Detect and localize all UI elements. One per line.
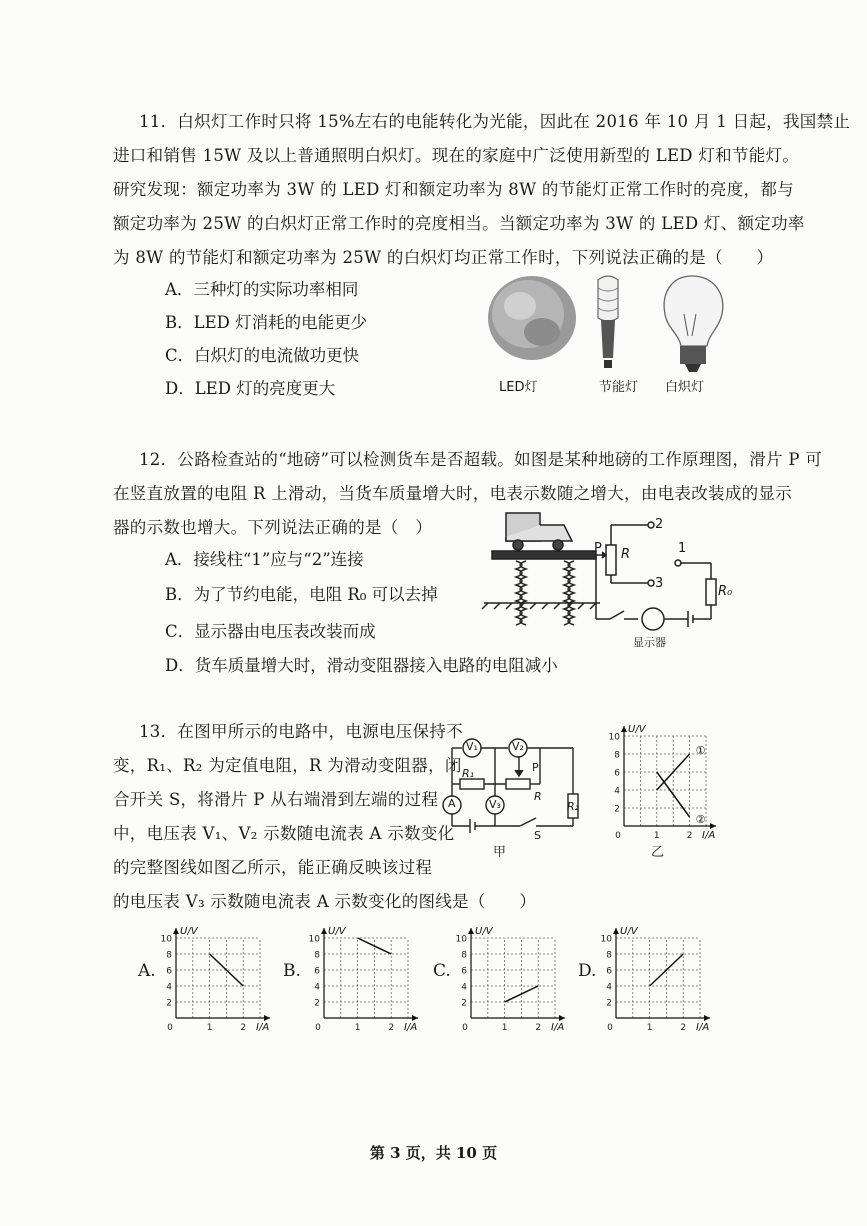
q12-option-c: C．显示器由电压表改装而成 bbox=[165, 622, 376, 641]
voltmeter-v2-label: V₂ bbox=[512, 740, 524, 753]
q11-option-c: C．白炽灯的电流做功更快 bbox=[165, 346, 360, 365]
x-tick-label: 1 bbox=[206, 1023, 213, 1033]
incandescent-lamp-label: 白炽灯 bbox=[665, 380, 705, 395]
x-axis-arrow bbox=[264, 1015, 270, 1021]
y-tick-label: 2 bbox=[614, 804, 620, 815]
y-axis-label: U/V bbox=[180, 926, 198, 937]
x-tick-label: 1 bbox=[354, 1023, 361, 1033]
resistor-r0-label: R₀ bbox=[718, 584, 733, 599]
y-tick-label: 6 bbox=[461, 966, 467, 977]
ammeter-a-label: A bbox=[448, 797, 456, 810]
origin-label: 0 bbox=[167, 1023, 173, 1033]
y-tick-label: 6 bbox=[614, 768, 620, 779]
q11-option-a: A．三种灯的实际功率相同 bbox=[165, 280, 359, 299]
q12-text-line-3: 器的示数也增大。下列说法正确的是（ ） bbox=[113, 518, 433, 537]
q13-option-d-letter: D. bbox=[578, 961, 597, 981]
q11-text-line-1: 11．白炽灯工作时只将 15%左右的电能转化为光能，因此在 2016 年 10 月 1 日起，我国禁止 bbox=[139, 112, 851, 131]
weighbridge-diagram bbox=[478, 505, 738, 651]
led-lamp-label: LED灯 bbox=[499, 380, 538, 395]
y-tick-label: 8 bbox=[606, 950, 612, 961]
origin-label: 0 bbox=[315, 1023, 321, 1033]
x-tick-label: 2 bbox=[535, 1023, 542, 1033]
y-tick-label: 8 bbox=[614, 750, 620, 761]
q13-text-line-2: 变，R₁、R₂ 为定值电阻，R 为滑动变阻器，闭 bbox=[113, 756, 462, 775]
energy-saving-lamp-label: 节能灯 bbox=[599, 380, 639, 395]
y-tick-label: 4 bbox=[166, 982, 172, 993]
energy-saving-lamp-image bbox=[598, 276, 618, 368]
voltmeter-v1-label: V₁ bbox=[466, 740, 478, 753]
x-tick-label: 1 bbox=[501, 1023, 508, 1033]
graph-yi-caption: 乙 bbox=[651, 845, 665, 860]
resistor-r-label-13: R bbox=[534, 790, 542, 803]
display-meter bbox=[642, 608, 664, 630]
q11-text-line-3: 研究发现：额定功率为 3W 的 LED 灯和额定功率为 8W 的节能灯正常工作时的亮度，都与 bbox=[113, 180, 794, 199]
origin-label: 0 bbox=[615, 831, 621, 841]
q11-option-d: D．LED 灯的亮度更大 bbox=[165, 379, 336, 398]
x-axis-label: I/A bbox=[404, 1022, 418, 1033]
y-tick-label: 10 bbox=[600, 934, 612, 945]
y-axis-label: U/V bbox=[628, 724, 646, 735]
terminal-1-label: 1 bbox=[678, 541, 687, 556]
slider-p-label-13: P bbox=[532, 761, 539, 774]
x-axis-arrow bbox=[412, 1015, 418, 1021]
terminal-3-label: 3 bbox=[655, 576, 664, 591]
y-tick-label: 4 bbox=[314, 982, 320, 993]
x-axis-label: I/A bbox=[702, 830, 716, 841]
graph-option-a bbox=[150, 924, 282, 1036]
y-tick-label: 10 bbox=[160, 934, 172, 945]
graph-option-b bbox=[298, 924, 430, 1036]
y-tick-label: 8 bbox=[314, 950, 320, 961]
circuit-jia-caption: 甲 bbox=[493, 845, 507, 860]
resistor-r-label: R bbox=[621, 547, 631, 562]
resistor-r2-label: R₂ bbox=[567, 800, 580, 813]
q11-option-b: B．LED 灯消耗的电能更少 bbox=[165, 313, 368, 332]
y-tick-label: 2 bbox=[314, 998, 320, 1009]
lamps-illustration bbox=[480, 270, 730, 375]
y-axis-arrow bbox=[173, 928, 179, 934]
y-tick-label: 8 bbox=[166, 950, 172, 961]
origin-label: 0 bbox=[607, 1023, 613, 1033]
y-axis-arrow bbox=[468, 928, 474, 934]
graph-option-d bbox=[590, 924, 722, 1036]
terminal-2-label: 2 bbox=[655, 517, 664, 532]
x-tick-label: 2 bbox=[388, 1023, 395, 1033]
y-axis-label: U/V bbox=[620, 926, 638, 937]
y-axis-arrow bbox=[613, 928, 619, 934]
y-tick-label: 10 bbox=[608, 732, 620, 743]
y-tick-label: 6 bbox=[314, 966, 320, 977]
q12-option-b: B．为了节约电能，电阻 R₀ 可以去掉 bbox=[165, 585, 438, 604]
y-tick-label: 4 bbox=[614, 786, 620, 797]
q13-text-line-3: 合开关 S，将滑片 P 从右端滑到左端的过程 bbox=[113, 790, 439, 809]
y-tick-label: 6 bbox=[606, 966, 612, 977]
y-axis-label: U/V bbox=[475, 926, 493, 937]
x-axis-arrow bbox=[704, 1015, 710, 1021]
led-bulb-image bbox=[488, 276, 576, 360]
q12-option-a: A．接线柱“1”应与“2”连接 bbox=[165, 550, 364, 569]
x-axis-label: I/A bbox=[551, 1022, 565, 1033]
q13-text-line-4: 中，电压表 V₁、V₂ 示数随电流表 A 示数变化 bbox=[113, 824, 455, 843]
y-tick-label: 4 bbox=[606, 982, 612, 993]
q12-text-line-1: 12．公路检查站的“地磅”可以检测货车是否超载。如图是某种地磅的工作原理图，滑片 P 可 bbox=[139, 450, 823, 469]
resistor-r0 bbox=[706, 579, 716, 605]
slider-p-label: P bbox=[594, 541, 602, 556]
y-tick-label: 10 bbox=[455, 934, 467, 945]
x-axis-label: I/A bbox=[696, 1022, 710, 1033]
y-tick-label: 4 bbox=[461, 982, 467, 993]
y-tick-label: 8 bbox=[461, 950, 467, 961]
y-tick-label: 2 bbox=[606, 998, 612, 1009]
incandescent-bulb-image bbox=[664, 276, 723, 372]
x-tick-label: 2 bbox=[680, 1023, 687, 1033]
series-label: ① bbox=[695, 744, 706, 757]
resistor-r1-label: R₁ bbox=[462, 767, 475, 780]
y-axis-arrow bbox=[321, 928, 327, 934]
x-tick-label: 1 bbox=[653, 831, 660, 841]
page-footer: 第 3 页，共 10 页 bbox=[369, 1144, 498, 1162]
y-tick-label: 2 bbox=[461, 998, 467, 1009]
q11-text-line-4: 额定功率为 25W 的白炽灯正常工作时的亮度相当。当额定功率为 3W 的 LED 灯、额定功率 bbox=[113, 214, 805, 233]
x-tick-label: 2 bbox=[240, 1023, 247, 1033]
series-label: ② bbox=[695, 813, 706, 826]
q13-text-line-5: 的完整图线如图乙所示，能正确反映该过程 bbox=[113, 858, 433, 877]
voltmeter-v3-label: V₃ bbox=[489, 798, 501, 811]
resistor-r bbox=[606, 545, 616, 575]
graph-option-c bbox=[445, 924, 577, 1036]
x-axis-label: I/A bbox=[256, 1022, 270, 1033]
q11-text-line-5: 为 8W 的节能灯和额定功率为 25W 的白炽灯均正常工作时，下列说法正确的是（ ） bbox=[113, 248, 774, 267]
y-tick-label: 6 bbox=[166, 966, 172, 977]
x-tick-label: 1 bbox=[646, 1023, 653, 1033]
y-tick-label: 10 bbox=[308, 934, 320, 945]
q13-option-c-letter: C. bbox=[433, 961, 451, 981]
x-axis-arrow bbox=[559, 1015, 565, 1021]
q13-text-line-1: 13．在图甲所示的电路中，电源电压保持不 bbox=[139, 722, 463, 741]
display-label: 显示器 bbox=[633, 636, 666, 649]
q13-text-line-6: 的电压表 V₃ 示数随电流表 A 示数变化的图线是（ ） bbox=[113, 892, 537, 911]
q12-option-d: D．货车质量增大时，滑动变阻器接入电路的电阻减小 bbox=[165, 656, 558, 675]
y-axis-arrow bbox=[621, 726, 627, 732]
q11-text-line-2: 进口和销售 15W 及以上普通照明白炽灯。现在的家庭中广泛使用新型的 LED 灯和节能灯。 bbox=[113, 146, 800, 165]
y-axis-label: U/V bbox=[328, 926, 346, 937]
x-tick-label: 2 bbox=[686, 831, 693, 841]
q12-text-line-2: 在竖直放置的电阻 R 上滑动，当货车质量增大时，电表示数随之增大，由电表改装成的显示 bbox=[113, 484, 793, 503]
graph-yi bbox=[598, 722, 728, 844]
switch-s-label: S bbox=[534, 829, 541, 842]
series-line bbox=[657, 772, 690, 817]
x-axis-arrow bbox=[710, 823, 716, 829]
y-tick-label: 2 bbox=[166, 998, 172, 1009]
origin-label: 0 bbox=[462, 1023, 468, 1033]
q13-option-a-letter: A. bbox=[138, 961, 156, 981]
q13-option-b-letter: B. bbox=[283, 961, 301, 981]
